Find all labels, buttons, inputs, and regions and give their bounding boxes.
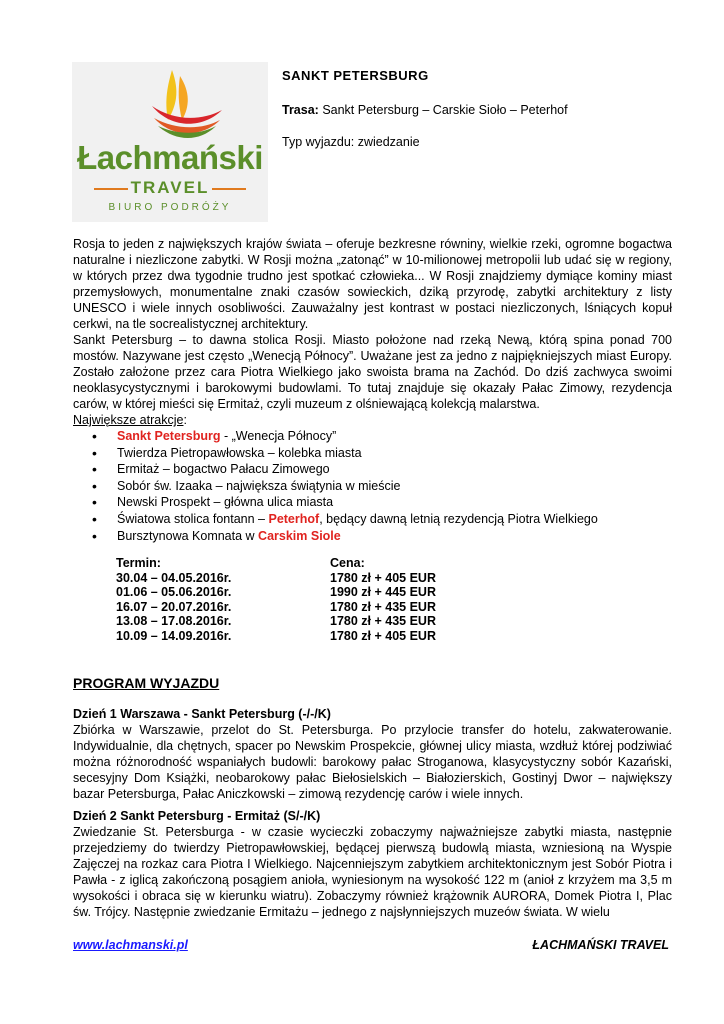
list-item: • Sobór św. Izaaka – największa świątynia w mieście <box>73 478 672 495</box>
trip-route <box>282 102 568 118</box>
logo-sub-text: TRAVEL <box>130 178 210 197</box>
day-1-title: Dzień 1 Warszawa - Sankt Petersburg (-/-/K) <box>73 707 331 721</box>
program-day-2 <box>73 808 672 920</box>
sail-emblem-icon <box>72 62 268 142</box>
attractions-section <box>73 412 672 544</box>
program-day-1 <box>73 706 672 802</box>
list-item: • Ermitaż – bogactwo Pałacu Zimowego <box>73 461 672 478</box>
footer-brand: ŁACHMAŃSKI TRAVEL <box>532 938 669 952</box>
list-item: • Sankt Petersburg - „Wenecja Północy” <box>73 428 672 445</box>
table-row: 13.08 – 17.08.2016r. 1780 zł + 435 EUR <box>116 614 436 629</box>
table-row: 16.07 – 20.07.2016r. 1780 zł + 435 EUR <box>116 599 436 614</box>
route-value: Sankt Petersburg – Carskie Sioło – Peterhof <box>318 103 568 117</box>
trip-type: Typ wyjazdu: zwiedzanie <box>282 135 420 149</box>
logo-tagline: BIURO PODRÓŻY <box>108 202 232 213</box>
program-title: PROGRAM WYJAZDU <box>73 675 220 691</box>
list-item: • Twierdza Pietropawłowska – kolebka miasta <box>73 445 672 462</box>
trip-header <box>282 68 568 150</box>
day-1-text: Zbiórka w Warszawie, przelot do St. Petersburga. Po przylocie transfer do hotelu, zakwaterowanie. Indywidualnie, dla chętnych, spacer po Newskim Prospekcie, głównej ulicy miasta, wzdłuż której podziwiać można różnorodność wspaniałych budowli: barokowy pałac Stroganowa, klasycystyczny sobór Kazański, secesyjny Dom Książki, neobarokowy pałac Biełosielskich – Białozierskich, Gostinyj Dwor – największy bazar Petersburga, Pałac Aniczkowski – zimową rezydencję carów i wiele innych. <box>73 723 672 801</box>
attractions-list <box>73 428 672 544</box>
day-2-title: Dzień 2 Sankt Petersburg - Ermitaż (S/-/K) <box>73 809 321 823</box>
table-row: 30.04 – 04.05.2016r. 1780 zł + 405 EUR <box>116 570 436 585</box>
day-2-text: Zwiedzanie St. Petersburga - w czasie wycieczki zobaczymy najważniejsze zabytki miasta, następnie przejedziemy do twierdzy Pietropawłowskiej, będącej pierwszą budowlą miasta, wzniesioną na Wyspie Zajęczej na rozkaz cara Piotra I Wielkiego. Najcenniejszym zabytkiem architektonicznym jest Sobór Piotra i Pawła - z iglicą zakończoną posągiem anioła, wyniesionym na wysokość 122 m (anioł z krzyżem ma 3,5 m wysokości i obraca się w kierunku wiatru). Zobaczymy również krążownik AURORA, Domek Piotra I, Plac św. Trójcy. Następnie zwiedzanie Ermitażu – jednego z najsłynniejszych muzeów świata. W wielu <box>73 825 672 919</box>
list-item: • Newski Prospekt – główna ulica miasta <box>73 494 672 511</box>
logo-brand-text: Łachmański <box>77 139 263 176</box>
trip-title: SANKT PETERSBURG <box>282 68 429 83</box>
table-row: 10.09 – 14.09.2016r. 1780 zł + 405 EUR <box>116 628 436 643</box>
intro-paragraph-petersburg: Sankt Petersburg – to dawna stolica Rosji. Miasto położone nad rzeką Newą, którą spina ponad 700 mostów. Nazywane jest często „Wenecją Północy”. Uważane jest za jedno z najpiękniejszych miast Europy. Zostało założone przez cara Piotra Wielkiego jako swoista brama na Zachód. Do dziś zachwyca swoimi neoklasycystycznymi i barokowymi budowlami. To tutaj znajduje się okazały Pałac Zimowy, rezydencja carów, w której mieści się Ermitaż, czyli muzeum z olśniewającą kolekcją malarstwa. <box>73 333 672 411</box>
schedule-table <box>116 556 436 644</box>
intro-section <box>73 236 672 412</box>
attractions-heading: Największe atrakcje <box>73 413 184 427</box>
attractions-heading-colon: : <box>183 413 187 427</box>
route-label: Trasa: <box>282 103 319 117</box>
price-header: Cena: <box>330 556 365 570</box>
logo-divider-right <box>212 188 246 190</box>
company-logo <box>72 62 268 222</box>
term-header: Termin: <box>116 556 161 570</box>
schedule-header-row <box>116 556 436 571</box>
table-row: 01.06 – 05.06.2016r. 1990 zł + 445 EUR <box>116 585 436 600</box>
website-link[interactable]: www.lachmanski.pl <box>73 938 188 952</box>
intro-paragraph-russia: Rosja to jeden z największych krajów świata – oferuje bezkresne równiny, wielkie rzeki, ogromne bogactwa naturalne i niezliczone zabytki. W Rosji można „zatonąć” w 10-milionowej metropolii lub udać się w regiony, w których przez dwa tygodnie trudno jest spotkać człowieka... W Rosji znajdziemy dymiące kominy miast przemysłowych, monumentalne znaki czasów sowieckich, dziką przyrodę, zabytki architektury z listy UNESCO i wiele innych osobliwości. Zauważalny jest kontrast w postaci niezliczonych, lśniących kopuł cerkwi, na tle socrealistycznej architektury. <box>73 237 672 331</box>
list-item: • Bursztynowa Komnata w Carskim Siole <box>73 528 672 545</box>
list-item: • Światowa stolica fontann – Peterhof, będący dawną letnią rezydencją Piotra Wielkiego <box>73 511 672 528</box>
